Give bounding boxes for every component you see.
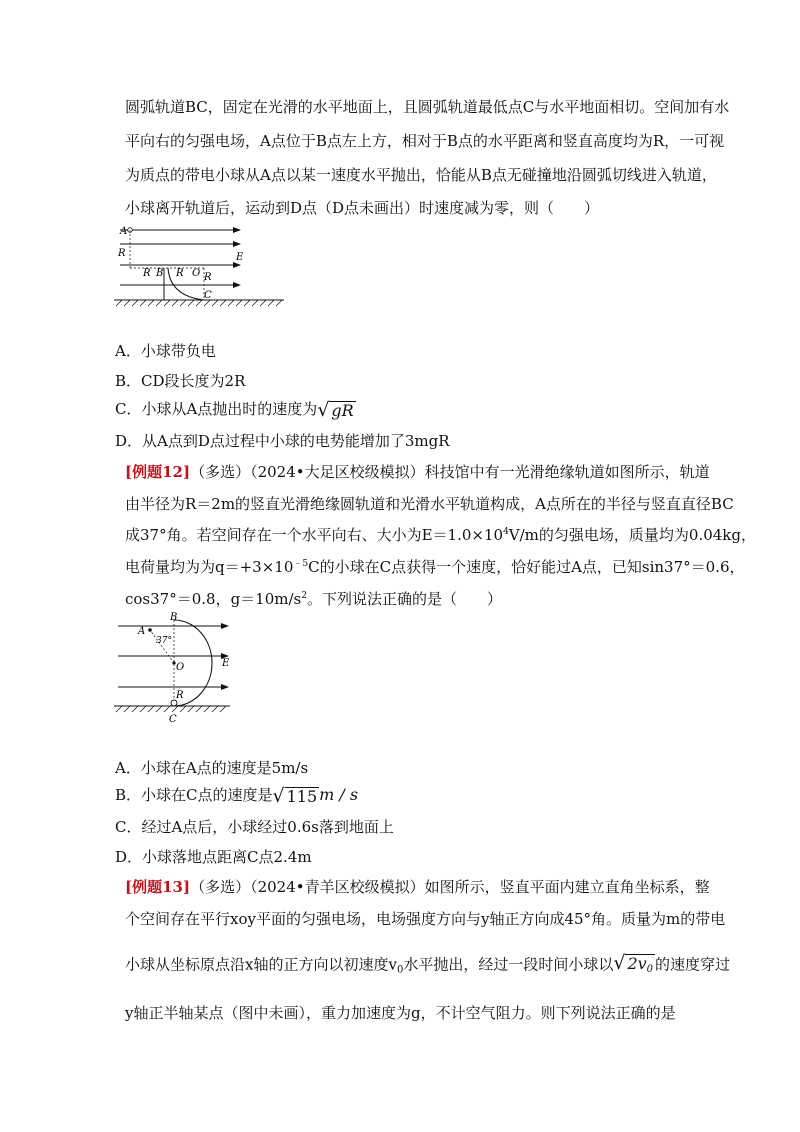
sqrt-icon: √: [613, 952, 626, 974]
problem13-line-4: y轴正半轴某点（图中未画），重力加速度为g，不计空气阻力。则下列说法正确的是: [125, 1004, 676, 1022]
problem13-line-1: [125, 876, 710, 897]
problem12-line-4-a: 电荷量均为为q＝+3×10: [125, 558, 294, 576]
label-r-mid: R: [176, 268, 184, 279]
problem11-option-c: [115, 398, 356, 421]
radicand-sub-0: 0: [646, 964, 654, 975]
radicand-gr: gR: [331, 401, 354, 420]
label-a: A: [138, 626, 146, 637]
label-b: B: [156, 268, 164, 279]
problem12-line-3-b: V/m的匀强电场，质量均为0.04kg，: [508, 526, 756, 544]
problem13-line-3-c: 的速度穿过: [655, 955, 731, 974]
sqrt-2v0: [613, 952, 655, 979]
problem13-tag: [例题13]: [125, 878, 191, 896]
problem12-option-b: [115, 784, 358, 807]
problem11-option-b: B．CD段长度为2R: [115, 372, 246, 390]
problem12-line-3: [125, 524, 756, 545]
problem12-line-5-a: cos37°＝0.8，g＝10m/s: [125, 590, 302, 608]
sqrt-115: [273, 785, 320, 807]
problem11-option-c-text: C．小球从A点抛出时的速度为: [115, 400, 318, 418]
problem11-option-d: D．从A点到D点过程中小球的电势能增加了3mgR: [115, 432, 450, 450]
problem12-line-5-b: 。下列说法正确的是（ ）: [306, 590, 502, 608]
problem11-option-a: A．小球带负电: [115, 342, 216, 360]
problem12-line-5-sup: 2: [301, 591, 307, 601]
problem12-option-a: A．小球在A点的速度是5m/s: [115, 759, 309, 777]
label-c: C: [204, 290, 212, 301]
problem11-line-1: 圆弧轨道BC，固定在光滑的水平地面上，且圆弧轨道最低点C与水平地面相切。空间加有水: [125, 98, 730, 116]
problem12-line-3-a: 成37°角。若空间存在一个水平向右、大小为E＝1.0×10: [125, 526, 504, 544]
radicand-2v: 2v: [627, 954, 647, 973]
problem12-line-1: [125, 461, 710, 482]
radicand-2v0: [625, 954, 655, 979]
problem13-line-3-a: 小球从坐标原点沿x轴的正方向以初速度v: [125, 955, 397, 974]
problem12-line-4-b: C的小球在C点获得一个速度，恰好能过A点，已知sin37°＝0.6，: [308, 558, 745, 576]
sqrt-gr: [317, 399, 355, 421]
problem12-line-2: 由半径为R＝2m的竖直光滑绝缘圆轨道和光滑水平轨道构成，A点所在的半径与竖直直径BC: [125, 495, 734, 513]
label-r-top: R: [143, 268, 151, 279]
ground-hatch: [116, 300, 282, 306]
label-r: R: [176, 690, 184, 701]
problem11-figure: [112, 218, 287, 310]
problem12-line-3-sup: 4: [503, 527, 509, 537]
problem13-line-3: [125, 952, 730, 979]
problem12-line-5: [125, 588, 502, 609]
label-a: A: [120, 226, 128, 237]
problem12-line-1-text: （多选）（2024•大足区校级模拟）科技馆中有一光滑绝缘轨道如图所示，轨道: [190, 463, 710, 481]
problem12-tag: [例题12]: [125, 463, 191, 481]
label-b: B: [170, 612, 178, 623]
problem11-line-2: 平向右的匀强电场，A点位于B点左上方，相对于B点的水平距离和竖直高度均为R，一可视: [125, 132, 725, 150]
problem12-option-d: D．小球落地点距离C点2.4m: [115, 848, 312, 866]
problem13-line-1-text: （多选）（2024•青羊区校级模拟）如图所示，竖直平面内建立直角坐标系，整: [190, 878, 710, 896]
problem12-figure: [112, 610, 242, 726]
label-e: E: [236, 252, 244, 263]
label-e: E: [222, 658, 230, 669]
problem13-line-3-b: 水平抛出，经过一段时间小球以: [403, 955, 614, 974]
label-r-left: R: [118, 248, 126, 259]
problem12-option-b-text: B．小球在C点的速度是: [115, 786, 273, 804]
label-angle: 37°: [156, 636, 172, 646]
label-o: O: [192, 268, 201, 279]
problem11-line-4: 小球离开轨道后，运动到D点（D点未画出）时速度减为零，则（ ）: [125, 199, 600, 217]
problem13-line-3-sub: 0: [396, 964, 404, 976]
label-o: O: [176, 662, 185, 673]
radius-oa: [150, 630, 174, 663]
problem11-line-3: 为质点的带电小球从A点以某一速度水平抛出，恰能从B点无碰撞地沿圆弧切线进入轨道，: [125, 166, 717, 184]
unit-m-per-s: m / s: [319, 785, 359, 804]
sqrt-icon: √: [317, 399, 330, 421]
label-r-right: R: [204, 272, 212, 283]
sqrt-icon: √: [272, 785, 285, 807]
label-c: C: [169, 714, 177, 725]
point-a: [148, 628, 152, 632]
problem13-line-2: 个空间存在平行xoy平面的匀强电场，电场强度方向与y轴正方向成45°角。质量为m的带电: [125, 910, 726, 928]
problem12-line-4-sup: ﹣5: [293, 559, 309, 569]
ground-hatch: [116, 706, 226, 712]
problem12-option-c: C．经过A点后，小球经过0.6s落到地面上: [115, 818, 394, 836]
radicand-115: 115: [286, 787, 318, 806]
problem12-line-4: [125, 556, 745, 577]
